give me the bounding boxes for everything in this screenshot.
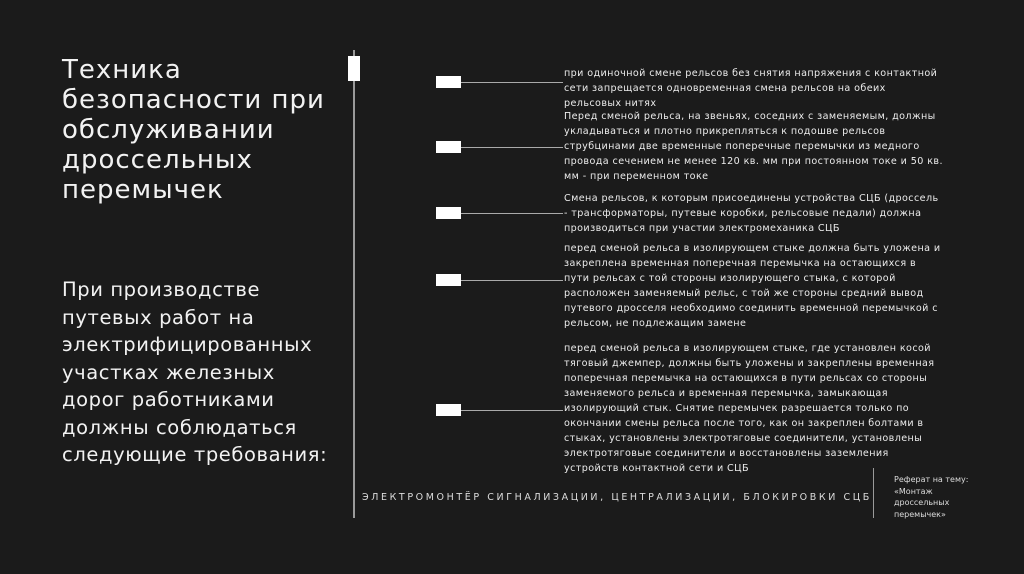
timeline-vertical-line: [353, 50, 355, 518]
reference-note: Реферат на тему: «Монтаж дроссельных перемычек»: [894, 475, 969, 519]
requirement-item: перед сменой рельса в изолирующем стыке должна быть уложена и закреплена временная поперечная перемычка на остающихся в пути рельсах с той стороны изолирующего стыка, с которой расположен заменяемый рельс, с той же стороны средний вывод путевого дросселя необходимо соединить временной перемычкой с рельсом, не подлежащим замене: [564, 243, 941, 329]
requirement-item: при одиночной смене рельсов без снятия напряжения с контактной сети запрещается одновременная смена рельсов на обеих рельсовых нитях: [564, 68, 938, 109]
slide-title: Техника безопасности при обслуживании дроссельных перемычек: [62, 55, 325, 205]
footer-label: ЭЛЕКТРОМОНТЁР СИГНАЛИЗАЦИИ, ЦЕНТРАЛИЗАЦИИ, БЛОКИРОВКИ СЦБ: [362, 492, 872, 503]
requirement-item: перед сменой рельса в изолирующем стыке, где установлен косой тяговый джемпер, должны быть уложены и закреплены временная поперечная перемычка на остающихся в пути рельсах со стороны заменяемого рельса и временная перемычка, замыкающая изолирующий стык. Снятие перемычек разрешается только по окончании смены рельса после того, как он закреплен болтами в стыках, установлены электротяговые соединители, установлены электротяговые соединители и восстановлены заземления устройств контактной сети и СЦБ: [564, 343, 935, 474]
requirement-item: Перед сменой рельса, на звеньях, соседних с заменяемым, должны укладываться и плотно прикрепляться к подошве рельсов струбцинами две временные поперечные перемычки из медного провода сечением не менее 120 кв. мм при постоянном токе и 50 кв. мм - при переменном токе: [564, 111, 943, 182]
slide-subtitle: При производстве путевых работ на электрифицированных участках железных дорог работниками должны соблюдаться следующие требования:: [62, 278, 328, 466]
reference-divider: [873, 468, 874, 518]
requirement-item: Смена рельсов, к которым присоединены устройства СЦБ (дроссель - трансформаторы, путевые коробки, рельсовые педали) должна производиться при участии электромеханика СЦБ: [564, 193, 939, 234]
timeline-top-marker: [348, 56, 360, 81]
